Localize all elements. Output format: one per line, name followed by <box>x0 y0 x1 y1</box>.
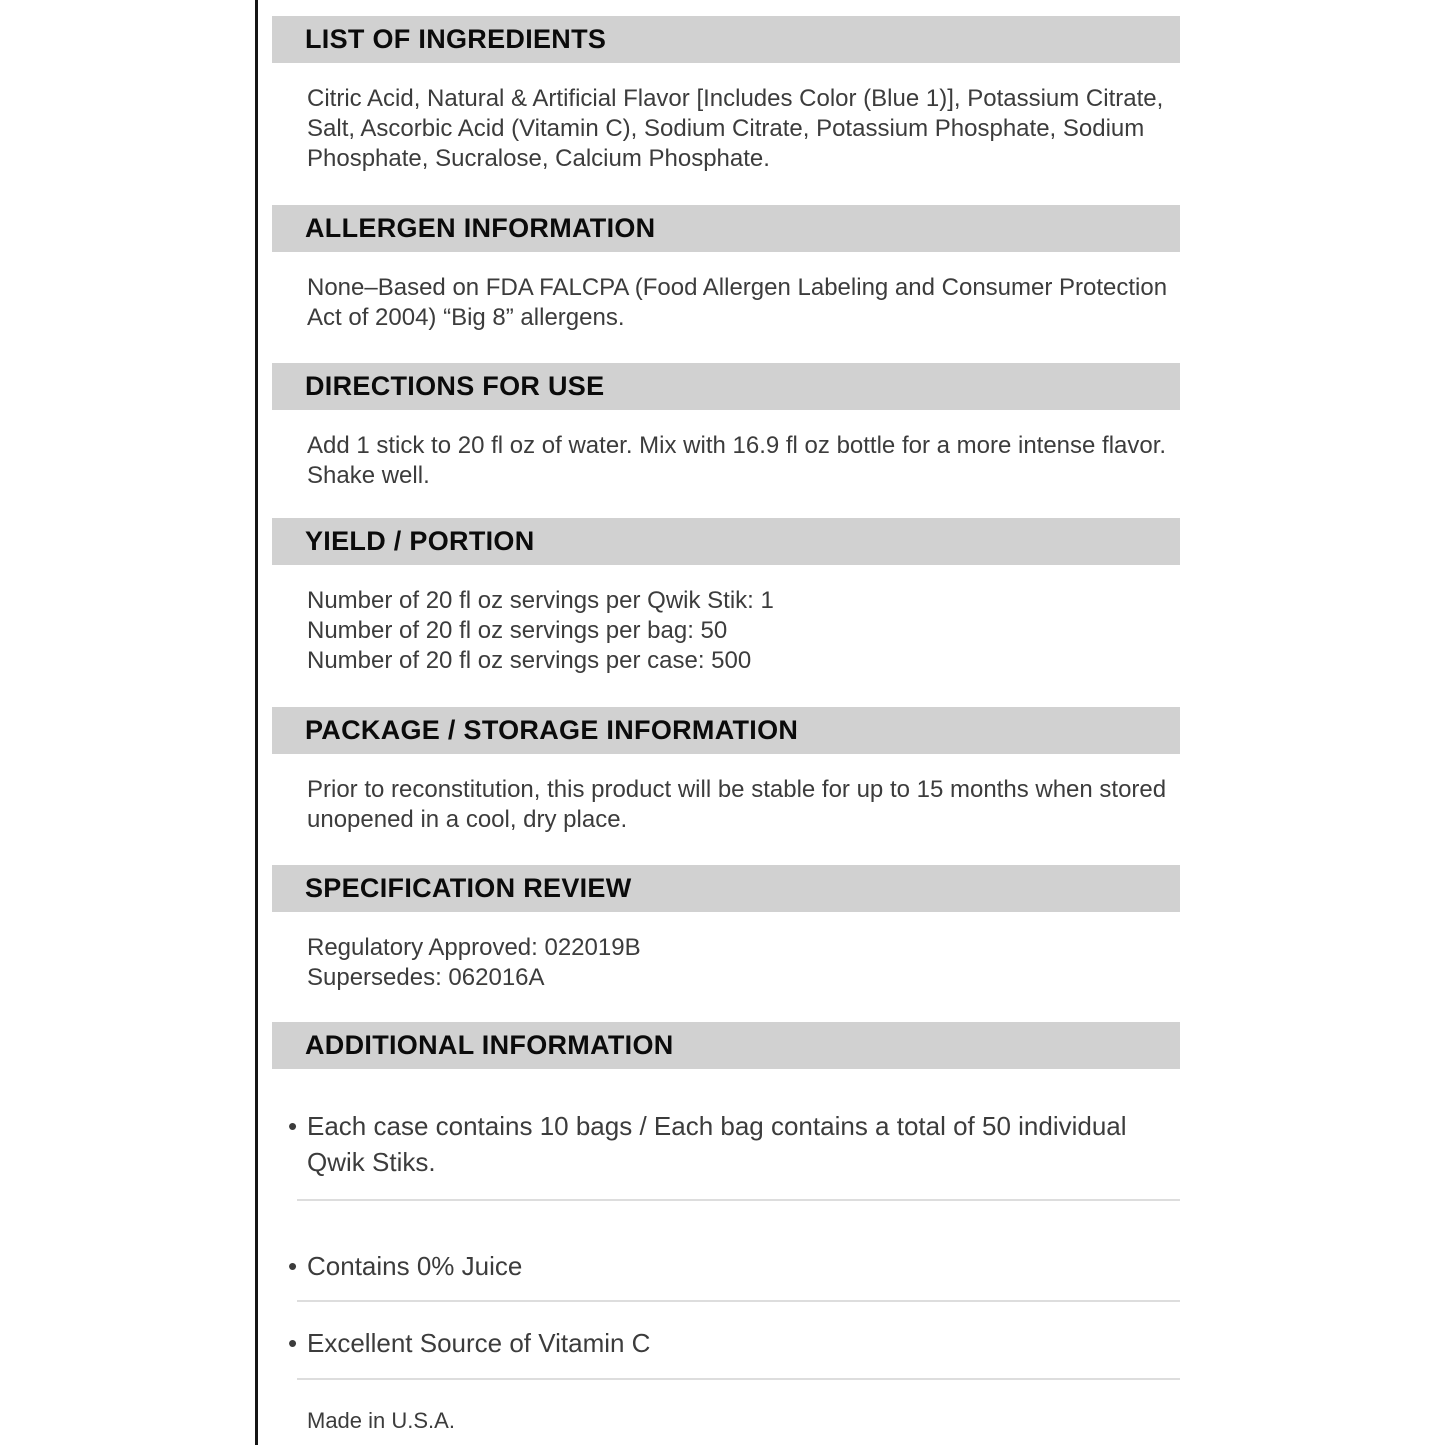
bullet-item-juice <box>288 1248 1178 1284</box>
section-title-storage: PACKAGE / STORAGE INFORMATION <box>305 715 799 745</box>
bullet-item-vitamin-c <box>288 1325 1178 1361</box>
section-header-ingredients <box>272 16 1180 63</box>
section-title-allergen: ALLERGEN INFORMATION <box>305 213 656 243</box>
divider <box>297 1300 1180 1302</box>
bullet-icon: • <box>288 1111 298 1141</box>
bullet-text-vitamin-c: Excellent Source of Vitamin C <box>307 1328 651 1358</box>
spec-sheet <box>272 16 1180 1434</box>
section-header-yield <box>272 518 1180 565</box>
allergen-text: None–Based on FDA FALCPA (Food Allergen Labeling and Consumer Protection Act of 2004) “Big 8” allergens. <box>307 274 1168 331</box>
section-title-directions: DIRECTIONS FOR USE <box>305 371 605 401</box>
ingredients-text: Citric Acid, Natural & Artificial Flavor [Includes Color (Blue 1)], Potassium Citrate, Salt, Ascorbic Acid (Vitamin C), Sodium Citrate, Potassium Phosphate, Sodium Phosphate, Sucralose, Calcium Phosphate. <box>307 85 1164 172</box>
storage-text: Prior to reconstitution, this product will be stable for up to 15 months when stored unopened in a cool, dry place. <box>307 776 1167 833</box>
section-title-yield: YIELD / PORTION <box>305 526 535 556</box>
section-header-spec-review <box>272 865 1180 912</box>
bullet-icon: • <box>288 1328 298 1358</box>
section-title-additional: ADDITIONAL INFORMATION <box>305 1030 674 1060</box>
spec-review-lines <box>307 933 1187 993</box>
yield-line-per-bag: Number of 20 fl oz servings per bag: 50 <box>307 617 728 644</box>
spec-review-supersedes: Supersedes: 062016A <box>307 964 545 991</box>
yield-line-per-case: Number of 20 fl oz servings per case: 500 <box>307 647 752 674</box>
bullet-text-case-contents: Each case contains 10 bags / Each bag contains a total of 50 individual Qwik Stiks. <box>307 1111 1127 1177</box>
yield-lines <box>307 586 1187 676</box>
made-in-usa-text: Made in U.S.A. <box>307 1408 455 1433</box>
bullet-item-case-contents <box>288 1108 1178 1180</box>
yield-line-per-stick: Number of 20 fl oz servings per Qwik Stik: 1 <box>307 587 774 614</box>
section-title-ingredients: LIST OF INGREDIENTS <box>305 24 607 54</box>
divider <box>297 1199 1180 1201</box>
page-left-border <box>255 0 258 1445</box>
divider <box>297 1378 1180 1380</box>
section-header-storage <box>272 707 1180 754</box>
section-header-allergen <box>272 205 1180 252</box>
section-header-directions <box>272 363 1180 410</box>
section-title-spec-review: SPECIFICATION REVIEW <box>305 873 632 903</box>
bullet-text-juice: Contains 0% Juice <box>307 1251 523 1281</box>
directions-text: Add 1 stick to 20 fl oz of water. Mix with 16.9 fl oz bottle for a more intense flavor. Shake well. <box>307 432 1167 489</box>
section-header-additional <box>272 1022 1180 1069</box>
bullet-icon: • <box>288 1251 298 1281</box>
spec-review-regulatory: Regulatory Approved: 022019B <box>307 934 641 961</box>
